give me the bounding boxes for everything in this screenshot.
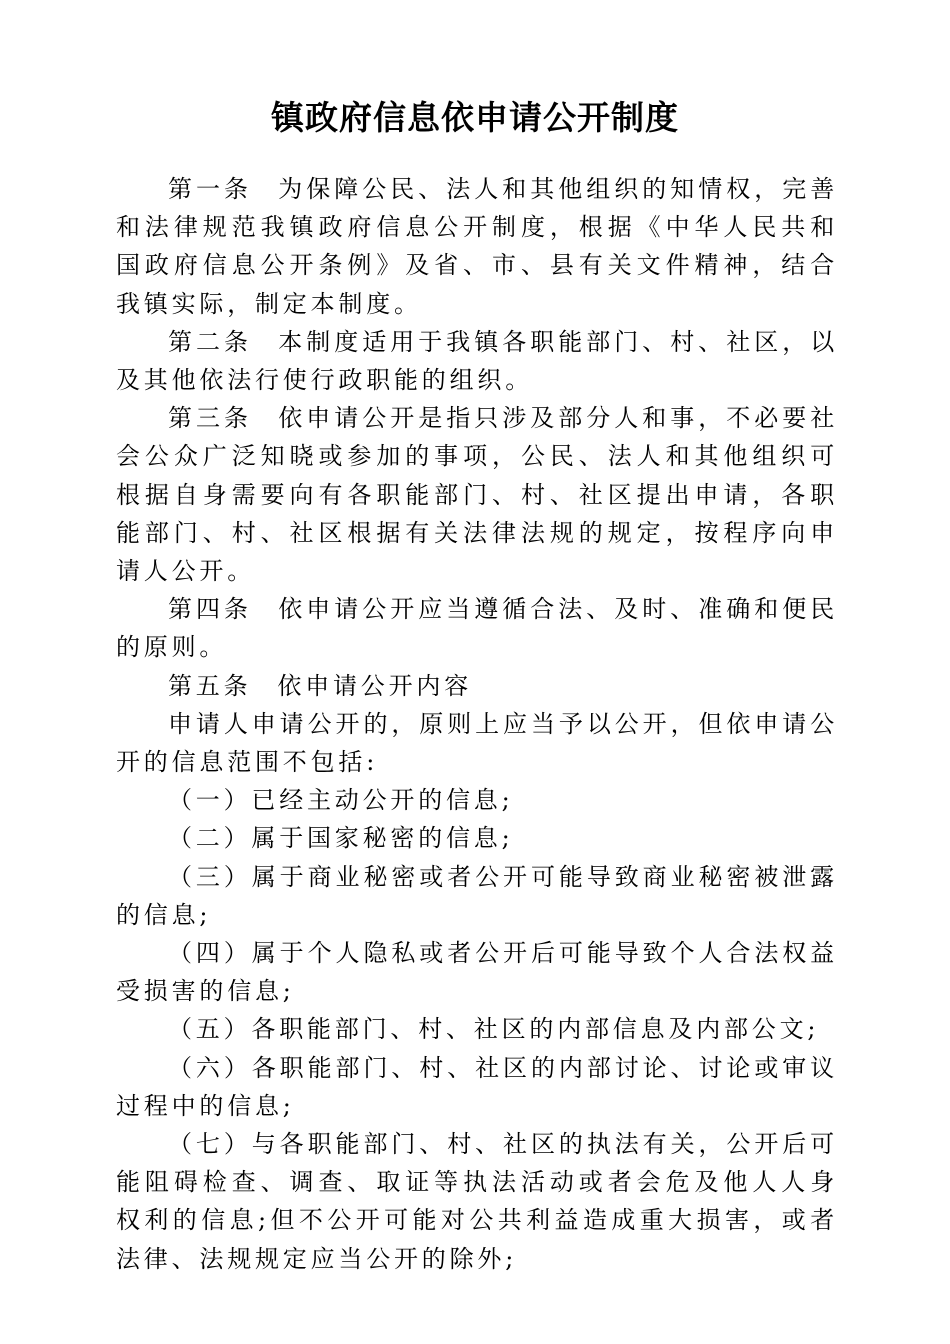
item-number: （一）	[168, 786, 252, 815]
item-text: 已经主动公开的信息;	[251, 786, 514, 815]
document-body	[116, 170, 838, 1278]
article-label: 第三条	[168, 404, 252, 433]
exclusion-item-4	[116, 934, 838, 1010]
exclusion-item-1	[116, 781, 838, 819]
item-text: 与各职能部门、村、社区的执法有关，公开后可能阻碍检查、调查、取证等执法活动或者会危及他人人身权利的信息;但不公开可能对公共利益造成重大损害，或者法律、法规规定应当公开的除外;	[116, 1130, 838, 1273]
article-2	[116, 323, 838, 399]
item-text: 属于商业秘密或者公开可能导致商业秘密被泄露的信息;	[116, 862, 838, 929]
item-text: 属于国家秘密的信息;	[251, 824, 514, 853]
article-label: 第二条	[168, 327, 252, 356]
article-5-intro	[116, 705, 838, 781]
paragraph-text: 申请人申请公开的，原则上应当予以公开，但依申请公开的信息范围不包括:	[116, 709, 838, 777]
article-4	[116, 590, 838, 666]
item-text: 各职能部门、村、社区的内部信息及内部公文;	[251, 1015, 820, 1044]
item-text: 各职能部门、村、社区的内部讨论、讨论或审议过程中的信息;	[116, 1053, 838, 1120]
document-title: 镇政府信息依申请公开制度	[271, 98, 679, 137]
item-number: （六）	[168, 1053, 252, 1082]
item-number: （二）	[168, 824, 252, 853]
article-text: 依申请公开应当遵循合法、及时、准确和便民的原则。	[116, 595, 838, 662]
item-number: （五）	[168, 1015, 252, 1044]
article-label: 第四条	[168, 595, 252, 624]
article-label: 第五条	[168, 671, 252, 700]
article-1	[116, 170, 838, 323]
item-text: 属于个人隐私或者公开后可能导致个人合法权益受损害的信息;	[116, 939, 838, 1006]
article-text: 为保障公民、法人和其他组织的知情权，完善和法律规范我镇政府信息公开制度，根据《中华人民共和国政府信息公开条例》及省、市、县有关文件精神，结合我镇实际，制定本制度。	[116, 175, 838, 318]
exclusion-item-7	[116, 1125, 838, 1278]
article-text: 本制度适用于我镇各职能部门、村、社区，以及其他依法行使行政职能的组织。	[116, 327, 838, 395]
article-text: 依申请公开内容	[277, 671, 473, 700]
exclusion-item-5	[116, 1010, 838, 1048]
article-3	[116, 399, 838, 590]
exclusion-item-6	[116, 1049, 838, 1125]
item-number: （四）	[168, 939, 252, 968]
exclusion-item-3	[116, 858, 838, 934]
item-number: （三）	[168, 862, 252, 891]
article-label: 第一条	[168, 175, 252, 203]
article-5	[116, 667, 838, 705]
exclusion-item-2	[116, 819, 838, 857]
article-text: 依申请公开是指只涉及部分人和事，不必要社会公众广泛知晓或参加的事项，公民、法人和其他组织可根据自身需要向有各职能部门、村、社区提出申请，各职能部门、村、社区根据有关法律法规的规定，按程序向申请人公开。	[116, 404, 838, 586]
item-number: （七）	[168, 1130, 252, 1159]
